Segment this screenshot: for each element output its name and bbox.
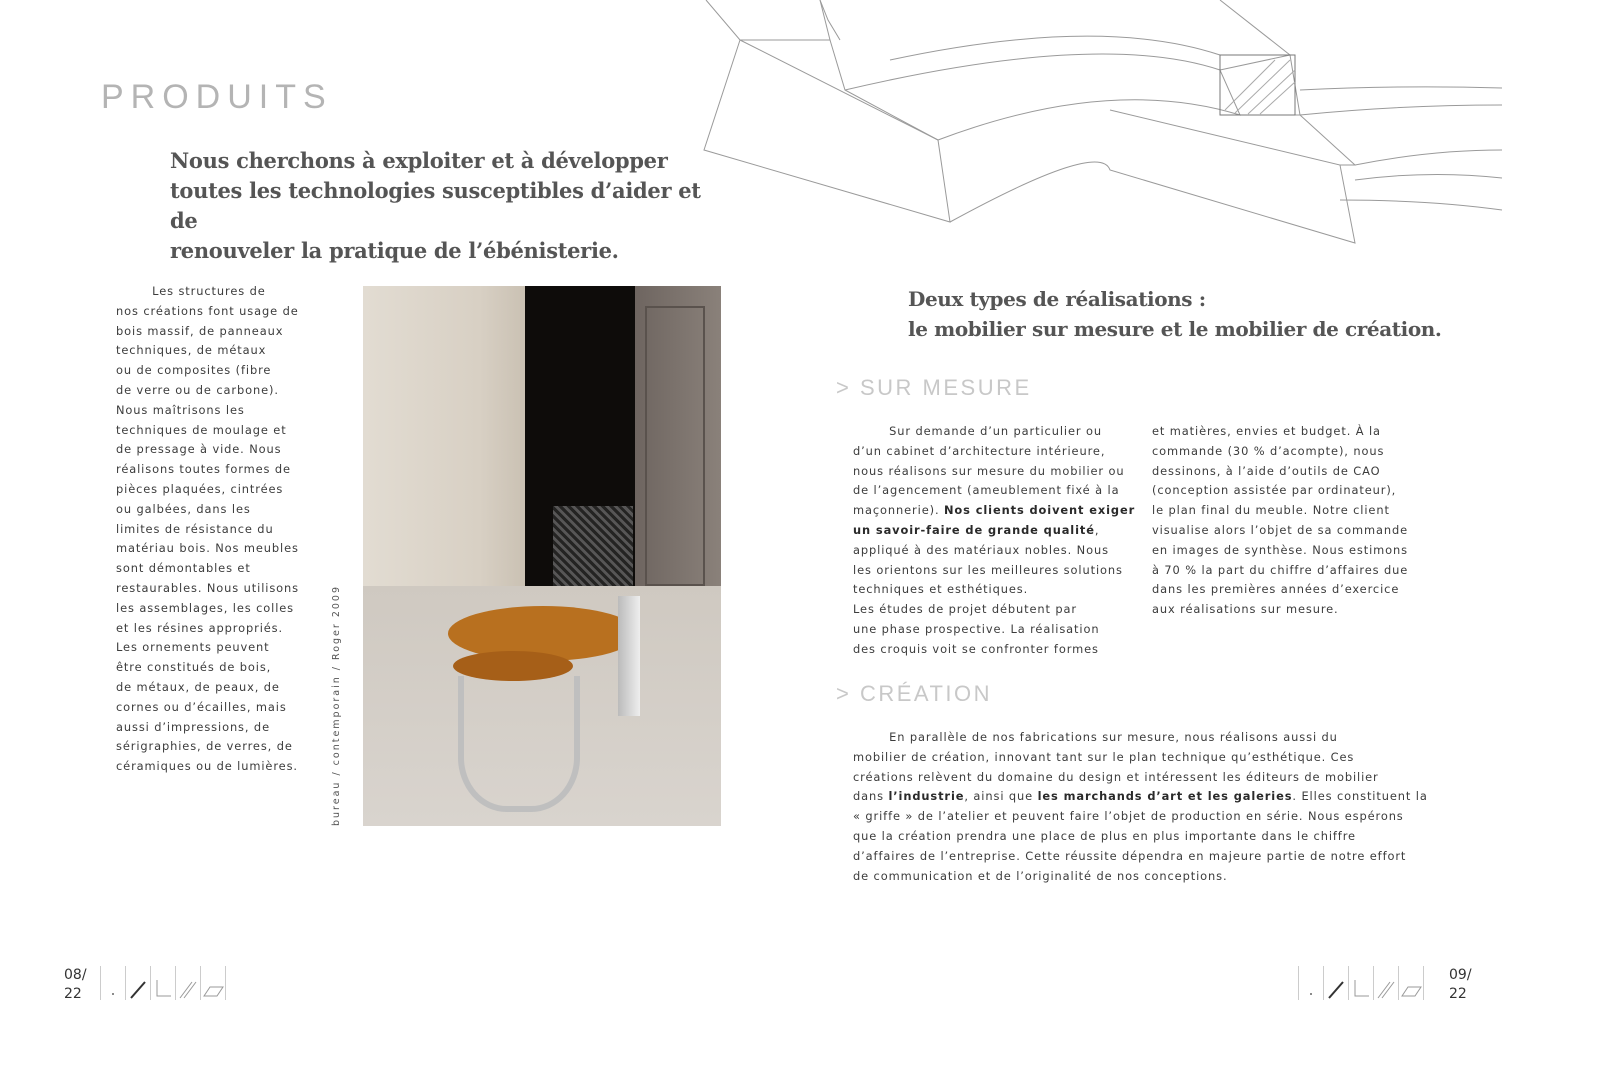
creation-text [853, 728, 1428, 886]
text-segment: , [1094, 522, 1100, 537]
text-line [1152, 521, 1408, 541]
text-line [116, 460, 299, 480]
text-line [853, 867, 1428, 887]
text-segment: d’affaires de l’entreprise. Cette réussite dépendra en majeure partie de notre effort [853, 848, 1407, 863]
text-line [853, 620, 1135, 640]
text-segment: commande (30 % d’acompte), nous [1152, 443, 1385, 458]
slash-icon [125, 966, 150, 1000]
text-line [116, 539, 299, 559]
text-line [1152, 501, 1408, 521]
parallelogram-icon [1398, 966, 1424, 1000]
text-segment: de verre ou de carbone). [116, 382, 279, 397]
text-segment: ou galbées, dans les [116, 501, 251, 516]
page-number-left [64, 966, 87, 1004]
text-segment: aussi d’impressions, de [116, 719, 270, 734]
text-line [853, 501, 1135, 521]
bold-text: un savoir-faire de grande qualité [853, 522, 1095, 537]
text-segment: Sur demande d’un particulier ou [853, 424, 1102, 438]
text-segment: céramiques ou de lumières. [116, 759, 298, 774]
subheadline [908, 284, 1441, 344]
text-line [853, 748, 1428, 768]
text-segment: réalisons toutes formes de [116, 462, 291, 477]
architectural-drawing [700, 0, 1510, 250]
text-line [116, 341, 299, 361]
sur-mesure-text-col2 [1152, 422, 1408, 620]
text-line [116, 658, 299, 678]
footer-symbols-right [1298, 966, 1424, 1000]
text-line [116, 579, 299, 599]
text-line [116, 302, 299, 322]
page-number: 08/ [64, 967, 87, 983]
text-line [853, 481, 1135, 501]
text-segment: et matières, envies et budget. À la [1152, 424, 1381, 438]
text-segment: dans les premières années d’exercice [1152, 582, 1400, 597]
text-line [116, 638, 299, 658]
sur-mesure-text-col1 [853, 422, 1135, 660]
subheadline-line: Deux types de réalisations : [908, 287, 1206, 311]
text-segment: de communication et de l’originalité de nos conceptions. [853, 868, 1228, 883]
text-line [116, 282, 299, 302]
dot-icon [1298, 966, 1323, 1000]
text-segment: en images de synthèse. Nous estimons [1152, 542, 1408, 557]
text-segment: de l’agencement (ameublement fixé à la [853, 483, 1120, 498]
footer-symbols-left [100, 966, 226, 1000]
text-segment: nos créations font usage de [116, 303, 299, 318]
page-total: 22 [64, 986, 82, 1002]
text-segment: pièces plaquées, cintrées [116, 481, 284, 496]
text-segment: techniques, de métaux [116, 343, 267, 358]
text-segment: créations relèvent du domaine du design et intéressent les éditeurs de mobilier [853, 769, 1379, 784]
text-line [1152, 580, 1408, 600]
section-label-sur-mesure: > SUR MESURE [836, 375, 1032, 400]
text-segment: nous réalisons sur mesure du mobilier ou [853, 463, 1125, 478]
text-line [116, 678, 299, 698]
subheadline-line: le mobilier sur mesure et le mobilier de création. [908, 317, 1442, 341]
text-segment: Les études de projet débutent par [853, 602, 1078, 617]
text-line [116, 322, 299, 342]
text-line [116, 718, 299, 738]
page-number: 09/ [1449, 967, 1472, 983]
double-slash-icon [1373, 966, 1398, 1000]
text-segment: le plan final du meuble. Notre client [1152, 503, 1390, 518]
text-line [853, 768, 1428, 788]
dot-icon [100, 966, 125, 1000]
text-line [116, 480, 299, 500]
text-segment: les orientons sur les meilleures solutions [853, 562, 1123, 577]
text-line [853, 640, 1135, 660]
text-segment: (conception assistée par ordinateur), [1152, 483, 1397, 498]
text-line [853, 521, 1135, 541]
headline-line: renouveler la pratique de l’ébénisterie. [170, 238, 619, 263]
text-line [116, 381, 299, 401]
text-segment: sérigraphies, de verres, de [116, 739, 293, 754]
text-line [116, 737, 299, 757]
corner-icon [150, 966, 175, 1000]
text-line [116, 440, 299, 460]
text-segment: techniques et esthétiques. [853, 582, 1029, 597]
text-segment: d’un cabinet d’architecture intérieure, [853, 443, 1106, 458]
text-segment: une phase prospective. La réalisation [853, 621, 1100, 636]
corner-icon [1348, 966, 1373, 1000]
text-line [1152, 561, 1408, 581]
page-total: 22 [1449, 986, 1467, 1002]
text-segment: mobilier de création, innovant tant sur le plan technique qu’esthétique. Ces [853, 749, 1355, 764]
section-title: PRODUITS [101, 78, 333, 116]
headline [170, 146, 730, 266]
left-body-text [116, 282, 299, 777]
slash-icon [1323, 966, 1348, 1000]
text-segment: ou de composites (fibre [116, 363, 272, 378]
text-segment: des croquis voit se confronter formes [853, 641, 1099, 656]
text-line [853, 561, 1135, 581]
text-line [116, 698, 299, 718]
furniture-photo [363, 286, 721, 826]
text-line [1152, 462, 1408, 482]
text-segment: et les résines appropriés. [116, 620, 284, 635]
section-label-creation: > CRÉATION [836, 681, 993, 706]
headline-line: toutes les technologies susceptibles d’aider et de [170, 178, 701, 233]
text-line [853, 807, 1428, 827]
text-line [853, 600, 1135, 620]
text-line [853, 442, 1135, 462]
text-line [853, 541, 1135, 561]
text-line [116, 421, 299, 441]
text-segment: « griffe » de l’atelier et peuvent faire l’objet de production en série. Nous espérons [853, 809, 1404, 824]
parallelogram-icon [200, 966, 226, 1000]
text-segment: , ainsi que [964, 789, 1038, 804]
text-line [116, 559, 299, 579]
text-segment: que la création prendra une place de plus en plus importante dans le chiffre [853, 828, 1356, 843]
text-segment: bois massif, de panneaux [116, 323, 284, 338]
text-segment: appliqué à des matériaux nobles. Nous [853, 542, 1109, 557]
page-number-right [1449, 966, 1472, 1004]
text-line [116, 401, 299, 421]
text-line [116, 361, 299, 381]
photo-caption: bureau / contemporain / Roger 2009 [331, 585, 342, 826]
text-segment: limites de résistance du [116, 521, 274, 536]
text-segment: les assemblages, les colles [116, 600, 295, 615]
text-segment: Nous maîtrisons les [116, 402, 245, 417]
text-segment: cornes ou d’écailles, mais [116, 699, 287, 714]
bold-text: l’industrie [888, 789, 965, 804]
text-line [116, 619, 299, 639]
text-segment: être constitués de bois, [116, 660, 272, 675]
text-segment: aux réalisations sur mesure. [1152, 602, 1339, 617]
text-line [116, 757, 299, 777]
text-line [853, 580, 1135, 600]
text-segment: matériau bois. Nos meubles [116, 541, 299, 556]
text-segment: Les ornements peuvent [116, 640, 270, 655]
text-segment: techniques de moulage et [116, 422, 287, 437]
text-segment: dessinons, à l’aide d’outils de CAO [1152, 463, 1381, 478]
headline-line: Nous cherchons à exploiter et à développer [170, 148, 668, 173]
text-segment: de pressage à vide. Nous [116, 442, 282, 457]
text-line [116, 520, 299, 540]
double-slash-icon [175, 966, 200, 1000]
text-segment: de métaux, de peaux, de [116, 679, 280, 694]
text-line [853, 728, 1428, 748]
text-line [1152, 442, 1408, 462]
text-segment: . Elles constituent la [1292, 789, 1428, 804]
text-line [853, 422, 1135, 442]
text-segment: Les structures de [116, 284, 266, 298]
text-segment: dans [853, 789, 889, 804]
text-line [853, 787, 1428, 807]
text-line [116, 500, 299, 520]
text-segment: à 70 % la part du chiffre d’affaires due [1152, 562, 1409, 577]
text-line [853, 847, 1428, 867]
text-line [1152, 600, 1408, 620]
bold-text: Nos clients doivent exiger [944, 503, 1136, 518]
text-segment: En parallèle de nos fabrications sur mesure, nous réalisons aussi du [853, 730, 1338, 744]
text-segment: maçonnerie). [853, 503, 944, 518]
text-line [853, 827, 1428, 847]
text-line [853, 462, 1135, 482]
text-line [1152, 481, 1408, 501]
text-segment: visualise alors l’objet de sa commande [1152, 522, 1408, 537]
text-line [116, 599, 299, 619]
text-segment: restaurables. Nous utilisons [116, 580, 299, 595]
text-line [1152, 422, 1408, 442]
text-segment: sont démontables et [116, 561, 251, 576]
text-line [1152, 541, 1408, 561]
bold-text: les marchands d’art et les galeries [1037, 789, 1293, 804]
